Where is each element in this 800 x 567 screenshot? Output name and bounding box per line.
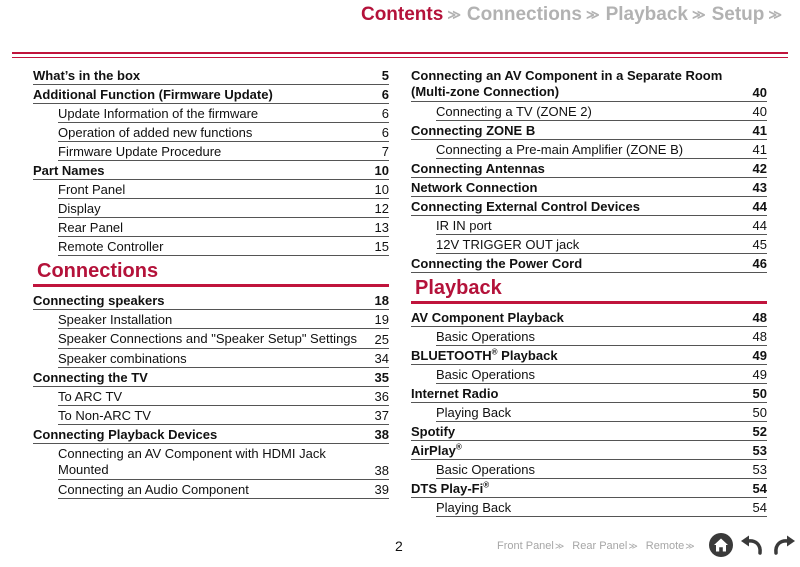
toc-entry-title [33, 293, 375, 308]
toc-entry[interactable] [411, 346, 767, 365]
toc-entry-title [411, 68, 753, 100]
nav-tab-contents[interactable]: Contents [360, 4, 444, 25]
toc-entry-title [58, 408, 375, 423]
toc-entry-page: 18 [374, 293, 389, 308]
toc-entry-page: 19 [374, 312, 389, 327]
toc-entry[interactable] [436, 216, 767, 235]
registered-mark: ® [491, 347, 498, 357]
toc-entry-title-text: Connecting the TV [33, 370, 148, 385]
toc-entry[interactable] [33, 368, 389, 387]
toc-entry-page: 45 [752, 237, 767, 252]
toc-entry[interactable] [436, 498, 767, 517]
toc-entry[interactable] [436, 327, 767, 346]
toc-entry-title-text: Playing Back [436, 500, 512, 515]
toc-entry-title-text: Operation of added new functions [58, 125, 253, 140]
toc-entry-page: 6 [381, 125, 389, 140]
section-heading-connections: Connections [37, 260, 159, 282]
toc-entry-page: 7 [381, 144, 389, 159]
toc-entry[interactable] [58, 406, 389, 425]
toc-entry-title [436, 329, 753, 344]
toc-entry-page: 43 [752, 180, 767, 195]
toc-entry-title [33, 68, 382, 83]
toc-entry-page: 38 [374, 463, 389, 478]
toc-entry-title-text: Additional Function (Firmware Update) [33, 87, 273, 102]
toc-entry-page: 38 [374, 427, 389, 442]
toc-entry-title-text: What’s in the box [33, 68, 141, 83]
toc-entry-page: 5 [381, 68, 389, 83]
toc-entry-title [33, 87, 382, 102]
toc-entry-page: 10 [374, 182, 389, 197]
toc-entry[interactable] [411, 441, 767, 460]
toc-entry[interactable] [58, 444, 389, 480]
nav-tab-playback[interactable]: Playback [605, 4, 688, 25]
toc-entry-page: 6 [381, 87, 389, 102]
registered-mark: ® [455, 442, 462, 452]
footer-link-remote[interactable]: Remote [645, 540, 685, 552]
back-icon[interactable] [738, 533, 766, 557]
toc-entry-title-text: Connecting Antennas [411, 161, 545, 176]
toc-entry-title-text: 12V TRIGGER OUT jack [436, 237, 580, 252]
toc-entry[interactable] [411, 254, 767, 273]
toc-entry-title-text: Connecting the Power Cord [411, 256, 583, 271]
toc-entry-page: 13 [374, 220, 389, 235]
toc-entry-title [436, 104, 753, 119]
toc-entry-title-text: Connecting speakers [33, 293, 165, 308]
toc-entry-title [58, 389, 375, 404]
toc-entry-title [58, 331, 375, 347]
toc-entry-title [436, 218, 753, 233]
bottom-navigation [497, 540, 703, 552]
toc-entry[interactable] [33, 66, 389, 85]
toc-entry-title-text: Speaker Installation [58, 312, 173, 327]
toc-entry-title [436, 142, 753, 157]
toc-entry-page: 50 [752, 386, 767, 401]
toc-entry[interactable] [33, 161, 389, 180]
toc-entry-page: 52 [752, 424, 767, 439]
nav-tab-setup[interactable]: Setup [711, 4, 765, 25]
toc-entry-title-text: Internet Radio [411, 386, 499, 401]
toc-entry-page: 36 [374, 389, 389, 404]
header-rule [12, 52, 788, 54]
toc-entry[interactable] [436, 102, 767, 121]
toc-entry-title-text: Connecting an AV Component in a Separate Room (Multi-zone Connection) [411, 68, 723, 99]
toc-entry-page: 53 [752, 443, 767, 458]
toc-entry-title-text: Connecting ZONE B [411, 123, 536, 138]
toc-entry[interactable] [58, 310, 389, 329]
toc-entry-title-text: Speaker combinations [58, 351, 187, 366]
toc-entry-title-text: Basic Operations [436, 462, 535, 477]
registered-mark: ® [483, 480, 490, 490]
header-rule-thin [12, 57, 788, 58]
toc-entry[interactable] [58, 104, 389, 123]
toc-entry-title [58, 144, 382, 159]
toc-entry-page: 40 [752, 104, 767, 119]
toc-entry[interactable] [411, 422, 767, 441]
nav-separator-icon: ≫ [692, 7, 706, 22]
toc-entry-title-text: Connecting a Pre-main Amplifier (ZONE B) [436, 142, 684, 157]
toc-entry-page: 53 [752, 462, 767, 477]
toc-entry[interactable] [411, 308, 767, 327]
toc-left-column [33, 66, 389, 499]
toc-entry[interactable] [58, 387, 389, 406]
toc-entry-title [411, 424, 753, 439]
toc-entry-title-text: Display [58, 201, 101, 216]
toc-entry-page: 40 [752, 85, 767, 100]
toc-entry-page: 44 [752, 218, 767, 233]
toc-entry-page: 12 [374, 201, 389, 216]
toc-entry[interactable] [58, 123, 389, 142]
toc-entry[interactable] [58, 218, 389, 237]
toc-entry-page: 50 [752, 405, 767, 420]
toc-entry-page: 35 [374, 370, 389, 385]
toc-entry-title [33, 370, 375, 385]
toc-entry-title [58, 312, 375, 327]
nav-tab-connections[interactable]: Connections [466, 4, 582, 25]
section-rule [411, 301, 767, 304]
toc-entry-title-text: To ARC TV [58, 389, 123, 404]
toc-entry-title [58, 351, 375, 366]
toc-entry-title [58, 446, 375, 478]
toc-entry[interactable] [411, 197, 767, 216]
toc-entry-title [411, 443, 753, 458]
toc-entry[interactable] [33, 425, 389, 444]
toc-entry[interactable] [58, 480, 389, 499]
toc-entry-title [33, 163, 375, 178]
toc-right-column [411, 66, 767, 517]
section-heading-playback: Playback [415, 277, 502, 299]
toc-entry-page: 10 [374, 163, 389, 178]
toc-entry[interactable] [411, 66, 767, 102]
toc-entry-title [411, 348, 753, 363]
toc-entry[interactable] [58, 237, 389, 256]
section-rule [33, 284, 389, 287]
toc-entry-page: 41 [752, 123, 767, 138]
toc-entry-title-text: AirPlay [411, 443, 456, 458]
toc-entry-title [436, 237, 753, 252]
toc-entry-page: 44 [752, 199, 767, 214]
toc-entry-title [58, 220, 375, 235]
toc-entry-title [58, 201, 375, 216]
page-number: 2 [395, 538, 403, 554]
top-navigation [361, 4, 788, 26]
toc-entry-page: 48 [752, 329, 767, 344]
footer-separator-icon: ≫ [628, 540, 638, 551]
toc-entry-title-text: Connecting Playback Devices [33, 427, 218, 442]
toc-entry-title-text: Update Information of the firmware [58, 106, 259, 121]
toc-entry-title-text: Front Panel [58, 182, 126, 197]
toc-entry[interactable] [411, 121, 767, 140]
toc-entry-title-text: Connecting an AV Component with HDMI Jack Mounted [58, 446, 326, 477]
toc-entry-title-text: AV Component Playback [411, 310, 564, 325]
toc-entry-title-text: Connecting an Audio Component [58, 482, 249, 497]
toc-entry-title-text: Part Names [33, 163, 105, 178]
toc-entry-title-text: Connecting External Control Devices [411, 199, 640, 214]
toc-entry-title [436, 462, 753, 477]
toc-entry-page: 34 [374, 351, 389, 366]
toc-entry-title-text: Speaker Connections and "Speaker Setup" Settings [58, 331, 358, 346]
toc-entry-title [411, 481, 753, 496]
toc-entry-title [436, 367, 753, 382]
home-icon[interactable] [708, 532, 734, 558]
toc-entry-page: 46 [752, 256, 767, 271]
toc-entry[interactable] [411, 479, 767, 498]
footer-link-front-panel[interactable]: Front Panel [497, 540, 554, 552]
toc-entry[interactable] [58, 180, 389, 199]
toc-entry-title-text: Network Connection [411, 180, 538, 195]
toc-entry-page: 37 [374, 408, 389, 423]
toc-entry-title [411, 180, 753, 195]
toc-entry-title-text: DTS Play-Fi [411, 481, 484, 496]
toc-entry-title [436, 500, 753, 515]
toc-entry-title-text: Spotify [411, 424, 456, 439]
toc-entry-page: 54 [752, 500, 767, 515]
toc-entry-page: 41 [752, 142, 767, 157]
toc-entry[interactable] [436, 403, 767, 422]
toc-entry-title [411, 161, 753, 176]
toc-entry-title [411, 386, 753, 401]
toc-entry-title-text: Basic Operations [436, 329, 535, 344]
toc-entry-title [33, 427, 375, 442]
toc-entry-title-text: Rear Panel [58, 220, 124, 235]
toc-entry-title [58, 106, 382, 121]
toc-entry[interactable] [436, 235, 767, 254]
toc-entry[interactable] [58, 199, 389, 218]
toc-entry-title-text: Firmware Update Procedure [58, 144, 222, 159]
toc-entry-title [411, 123, 753, 138]
toc-entry-page: 54 [752, 481, 767, 496]
footer-separator-icon: ≫ [685, 540, 695, 551]
toc-entry-title-text: Basic Operations [436, 367, 535, 382]
toc-entry-title [58, 482, 375, 497]
toc-entry-title-text: Playing Back [436, 405, 512, 420]
toc-entry[interactable] [436, 365, 767, 384]
toc-entry[interactable] [33, 85, 389, 104]
toc-entry-title [411, 256, 753, 271]
toc-entry-title [58, 182, 375, 197]
toc-entry-title-text: IR IN port [436, 218, 492, 233]
toc-entry[interactable] [436, 140, 767, 159]
forward-icon[interactable] [770, 533, 798, 557]
toc-entry-title-text: BLUETOOTH [411, 348, 492, 363]
toc-entry[interactable] [436, 460, 767, 479]
toc-entry-title-text: Remote Controller [58, 239, 164, 254]
toc-entry-title [411, 310, 753, 325]
toc-entry[interactable] [33, 291, 389, 310]
toc-entry[interactable] [411, 178, 767, 197]
toc-entry-page: 48 [752, 310, 767, 325]
toc-entry[interactable] [58, 142, 389, 161]
toc-entry[interactable] [58, 349, 389, 368]
toc-entry-page: 15 [374, 239, 389, 254]
toc-entry-title-text: To Non-ARC TV [58, 408, 151, 423]
footer-separator-icon: ≫ [554, 540, 565, 551]
toc-entry-page: 6 [381, 106, 389, 121]
toc-entry-page: 42 [752, 161, 767, 176]
toc-entry-title-suffix: Playback [497, 348, 558, 363]
toc-entry-page: 49 [752, 348, 767, 363]
footer-link-rear-panel[interactable]: Rear Panel [572, 540, 628, 552]
toc-entry-title [436, 405, 753, 420]
toc-entry-page: 49 [752, 367, 767, 382]
toc-entry[interactable] [411, 384, 767, 403]
toc-entry-page: 25 [374, 332, 389, 347]
nav-separator-icon: ≫ [768, 7, 782, 22]
nav-separator-icon: ≫ [447, 7, 461, 22]
toc-entry-title [411, 199, 753, 214]
toc-entry-page: 39 [374, 482, 389, 497]
footer-icons [708, 532, 798, 558]
toc-entry-title [58, 125, 382, 140]
toc-entry-title [58, 239, 375, 254]
nav-separator-icon: ≫ [585, 7, 600, 22]
toc-entry[interactable] [411, 159, 767, 178]
toc-entry-title-text: Connecting a TV (ZONE 2) [436, 104, 592, 119]
toc-entry[interactable] [58, 329, 389, 349]
